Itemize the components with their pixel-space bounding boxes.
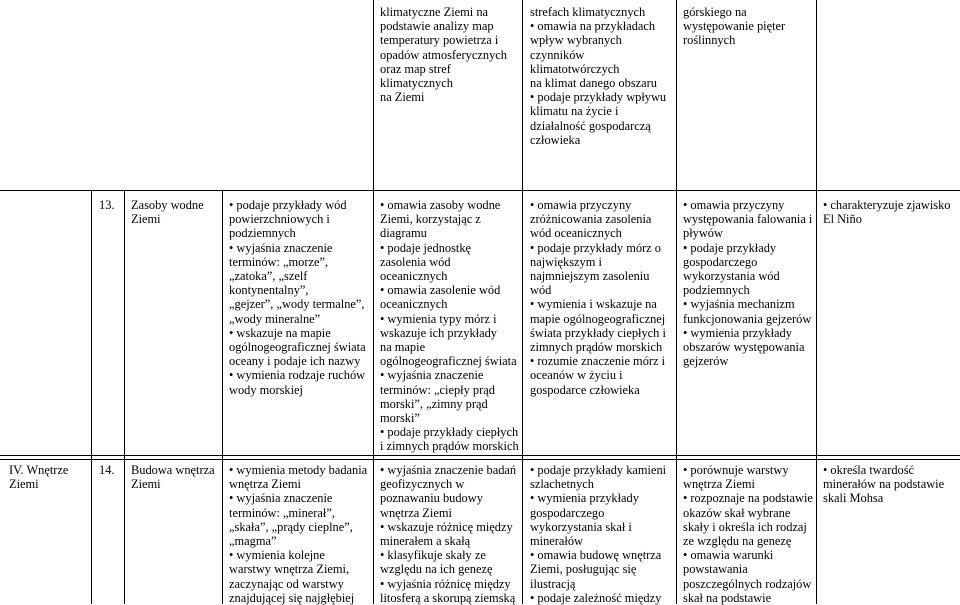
top-cell-col5: strefach klimatycznych • omawia na przykładach wpływ wybranych czynników klimatotwórczych na klimat danego obszaru • podaje przykłady wpływu klimatu na życie i działalność gospodarczą człowieka xyxy=(530,5,667,147)
row14-number: 14. xyxy=(99,463,115,477)
row14-col5: • podaje przykłady kamieni szlachetnych • wymienia przykłady gospodarczego wykorzystania skał i minerałów • omawia budowę wnętrza Ziemi, posługując się ilustracją • podaje zależność między xyxy=(530,463,667,605)
rule-v-col3 xyxy=(373,0,374,604)
row14-col4: • wyjaśnia znaczenie badań geofizycznych w poznawaniu budowy wnętrza Ziemi • wskazuje różnicę między minerałem a skałą • klasyfikuje skały ze względu na ich genezę • wyjaśnia różnicę między litosferą a skorupą ziemską xyxy=(380,463,517,605)
row13-number: 13. xyxy=(99,198,115,212)
row14-col6: • porównuje warstwy wnętrza Ziemi • rozpoznaje na podstawie okazów skał wybrane skały i określa ich rodzaj ze względu na genezę • omawia warunki powstawania poszczególnych rodzajów skał na podstawie xyxy=(683,463,813,605)
rule-v-col6 xyxy=(816,0,817,604)
rule-v-number xyxy=(124,190,125,604)
top-cell-col6: górskiego na występowanie pięter roślinnych xyxy=(683,5,786,48)
row13-col7: • charakteryzuje zjawisko El Niño xyxy=(823,198,951,227)
row13-col3: • podaje przykłady wód powierzchniowych i podziemnych • wyjaśnia znaczenie terminów: „morze”, „zatoka”, „szelf kontynentalny”, „gejzer”, „wody termalne”, „wody mineralne” • wskazuje na mapie ogólnogeograficznej świata oceany i podaje ich nazwy • wymienia rodzaje ruchów wody morskiej xyxy=(229,198,366,397)
row13-col4: • omawia zasoby wodne Ziemi, korzystając z diagramu • podaje jednostkę zasolenia wód oceanicznych • omawia zasolenie wód oceanicznych • wymienia typy mórz i wskazuje ich przykłady na mapie ogólnogeograficznej świata • wyjaśnia znaczenie terminów: „ciepły prąd morski”, „zimny prąd morski” • podaje przykłady ciepłych i zimnych prądów morskich xyxy=(380,198,519,454)
row14-section: IV. Wnętrze Ziemi xyxy=(9,463,69,492)
row14-col7: • określa twardość minerałów na podstawie skali Mohsa xyxy=(823,463,945,506)
rule-v-col5 xyxy=(676,0,677,604)
top-cell-col4: klimatyczne Ziemi na podstawie analizy map temperatury powietrza i opadów atmosferycznych oraz map stref klimatycznych na Ziemi xyxy=(380,5,507,105)
row13-col6: • omawia przyczyny występowania falowania i pływów • podaje przykłady gospodarczego wykorzystania wód podziemnych • wyjaśnia mechanizm funkcjonowania gejzerów • wymienia przykłady obszarów występowania gejzerów xyxy=(683,198,813,369)
row13-topic: Zasoby wodne Ziemi xyxy=(131,198,204,227)
rule-v-topic xyxy=(222,190,223,604)
row13-col5: • omawia przyczyny zróżnicowania zasolenia wód oceanicznych • podaje przykłady mórz o największym i najmniejszym zasoleniu wód • wymienia i wskazuje na mapie ogólnogeograficznej świata przykłady ciepłych i zimnych prądów morskich • rozumie znaczenie mórz i oceanów w życiu i gospodarce człowieka xyxy=(530,198,666,397)
row14-topic: Budowa wnętrza Ziemi xyxy=(131,463,215,492)
row14-col3: • wymienia metody badania wnętrza Ziemi • wyjaśnia znaczenie terminów: „minerał”, „skała”, „prądy cieplne”, „magma” • wymienia kolejne warstwy wnętrza Ziemi, zaczynając od warstwy znajdującej się najgłębiej xyxy=(229,463,368,605)
rule-v-section xyxy=(91,190,92,604)
rule-v-col4 xyxy=(522,0,523,604)
